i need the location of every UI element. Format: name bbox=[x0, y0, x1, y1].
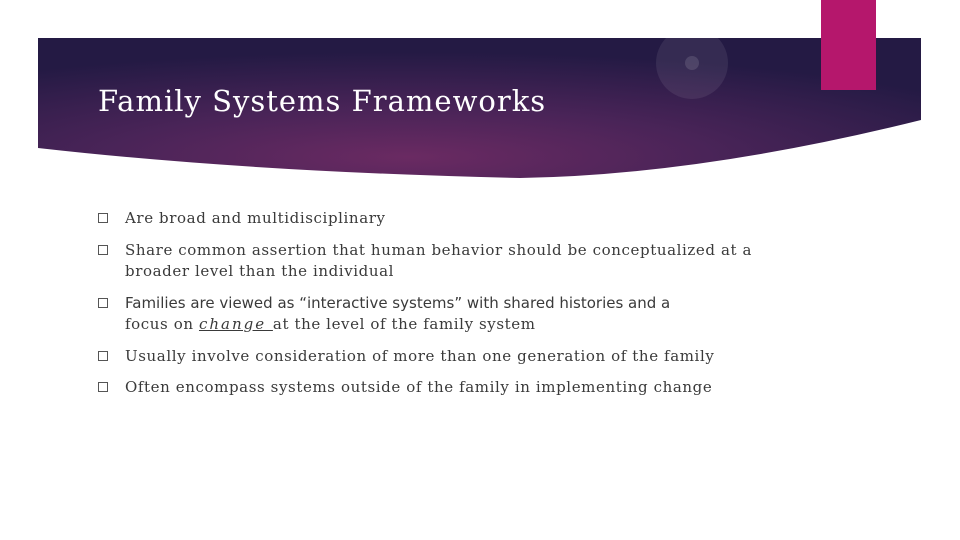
checkbox-bullet-icon bbox=[98, 298, 108, 308]
bullet-list bbox=[98, 208, 798, 398]
checkbox-bullet-icon bbox=[98, 382, 108, 392]
bullet-item bbox=[98, 240, 798, 282]
checkbox-bullet-icon bbox=[98, 351, 108, 361]
bullet-text-line1: Families are viewed as “interactive systems” with shared histories and a bbox=[125, 294, 671, 312]
bullet-text: Often encompass systems outside of the family in implementing change bbox=[125, 378, 713, 396]
bullet-item bbox=[98, 377, 798, 398]
accent-tab bbox=[821, 0, 876, 90]
bullet-text-line2-prefix: focus on bbox=[125, 315, 199, 333]
bullet-text: Are broad and multidisciplinary bbox=[125, 209, 386, 227]
bullet-item bbox=[98, 346, 798, 367]
checkbox-bullet-icon bbox=[98, 213, 108, 223]
slide-title: Family Systems Frameworks bbox=[98, 84, 547, 118]
bullet-text: Share common assertion that human behavior should be conceptualized at a broader level than the individual bbox=[125, 241, 753, 280]
bullet-text: Usually involve consideration of more than one generation of the family bbox=[125, 347, 715, 365]
checkbox-bullet-icon bbox=[98, 245, 108, 255]
bullet-item bbox=[98, 208, 798, 229]
bullet-text-line2-suffix: at the level of the family system bbox=[272, 315, 536, 333]
bullet-item bbox=[98, 293, 798, 335]
bullet-text-emphasis: change bbox=[198, 315, 273, 333]
